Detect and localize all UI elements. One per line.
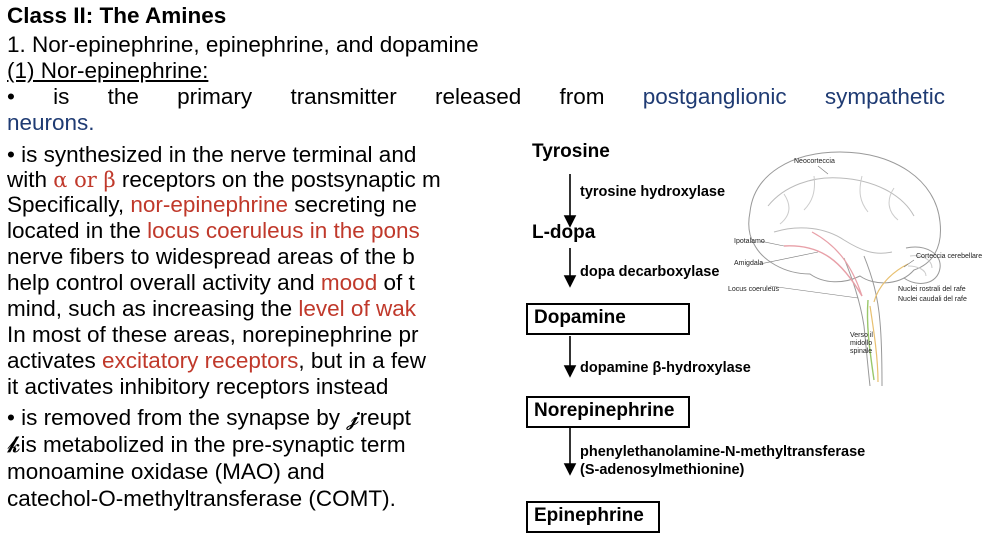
compound-l-dopa: L-dopa bbox=[532, 222, 596, 243]
bullet-2-line-7 bbox=[7, 296, 416, 322]
bullet-2-line-8: In most of these areas, norepinephrine pr bbox=[7, 322, 419, 347]
text: of t bbox=[377, 270, 415, 295]
text: Specifically, bbox=[7, 192, 131, 217]
bullet-2-line-3 bbox=[7, 192, 417, 218]
brain-label: Neocorteccia bbox=[794, 158, 835, 165]
compound-box-dopamine: Dopamine bbox=[526, 303, 690, 335]
text: secreting ne bbox=[288, 192, 417, 217]
bullet-3-line-3: monoamine oxidase (MAO) and bbox=[7, 459, 325, 484]
word-highlight: postganglionic bbox=[642, 84, 787, 109]
brain-label: Nuclei caudali del rafe bbox=[898, 296, 967, 303]
bullet-2-line-10: it activates inhibitory receptors instead bbox=[7, 374, 389, 399]
bullet-2-line-6 bbox=[7, 270, 415, 296]
or-text: or bbox=[67, 168, 104, 192]
brain-label: Corteccia cerebellare bbox=[916, 253, 982, 260]
bullet-2-line-4 bbox=[7, 218, 420, 244]
highlight: level of wak bbox=[298, 296, 416, 321]
enzyme-label: tyrosine hydroxylase bbox=[580, 184, 726, 200]
enzyme-label: dopamine β-hydroxylase bbox=[580, 360, 751, 376]
highlight: excitatory receptors bbox=[102, 348, 299, 373]
highlight: mood bbox=[320, 270, 378, 295]
highlight: nor-epinephrine bbox=[130, 192, 289, 217]
slide-title: Class II: The Amines bbox=[7, 3, 227, 28]
bullet-2-line-1 bbox=[7, 142, 416, 168]
word: from bbox=[559, 84, 605, 109]
slide-subtitle: 1. Nor-epinephrine, epinephrine, and dopamine bbox=[7, 32, 479, 57]
bullet-2-line-9 bbox=[7, 348, 426, 374]
brain-label: Amigdala bbox=[734, 260, 764, 267]
word: transmitter bbox=[290, 84, 397, 109]
text: with bbox=[7, 167, 54, 192]
text: receptors on the postsynaptic m bbox=[115, 167, 441, 192]
text: help control overall activity and bbox=[7, 270, 321, 295]
bullet-1-line-1 bbox=[7, 84, 945, 110]
compound-box-epinephrine: Epinephrine bbox=[526, 501, 660, 533]
brain-label: Verso il midollo spinale bbox=[850, 332, 873, 355]
compound-box-norepinephrine: Norepinephrine bbox=[526, 396, 690, 428]
bullet-2-line-2 bbox=[7, 167, 441, 193]
biosynthesis-figure bbox=[522, 136, 982, 540]
text: activates bbox=[7, 348, 103, 373]
word: • bbox=[7, 84, 15, 109]
bullet-3-line-4: catechol-O-methyltransferase (COMT). bbox=[7, 486, 396, 511]
word-highlight: sympathetic bbox=[824, 84, 945, 109]
word: released bbox=[434, 84, 522, 109]
beta-symbol: β bbox=[103, 168, 116, 192]
compound-tyrosine: Tyrosine bbox=[532, 141, 610, 162]
enzyme-label: phenylethanolamine-N-methyltransferase bbox=[580, 444, 866, 460]
highlight: locus coeruleus in the pons bbox=[147, 218, 420, 243]
alpha-symbol: α bbox=[53, 168, 68, 192]
word: primary bbox=[177, 84, 253, 109]
section-heading: (1) Nor-epinephrine: bbox=[7, 58, 209, 83]
word: is bbox=[53, 84, 70, 109]
bullet-2-line-5: nerve fibers to widespread areas of the b bbox=[7, 244, 415, 269]
text: • is synthesized in the nerve terminal and bbox=[7, 142, 417, 167]
brain-label: Nuclei rostrali del rafe bbox=[898, 286, 966, 293]
bullet-3-line-1: • is removed from the synapse by 𝓳reupt bbox=[7, 405, 411, 430]
text: located in the bbox=[7, 218, 148, 243]
brain-label: Locus coeruleus bbox=[728, 286, 779, 293]
enzyme-label: dopa decarboxylase bbox=[580, 264, 720, 280]
bullet-1-line-2: neurons. bbox=[7, 110, 95, 135]
bullet-3-line-2: 𝓴is metabolized in the pre-synaptic term bbox=[7, 432, 406, 457]
text: , but in a few bbox=[298, 348, 426, 373]
enzyme-label: (S-adenosylmethionine) bbox=[580, 462, 745, 478]
brain-label: Ipotalamo bbox=[734, 238, 765, 245]
brain-illustration bbox=[749, 152, 941, 386]
text: mind, such as increasing the bbox=[7, 296, 299, 321]
word: the bbox=[107, 84, 139, 109]
